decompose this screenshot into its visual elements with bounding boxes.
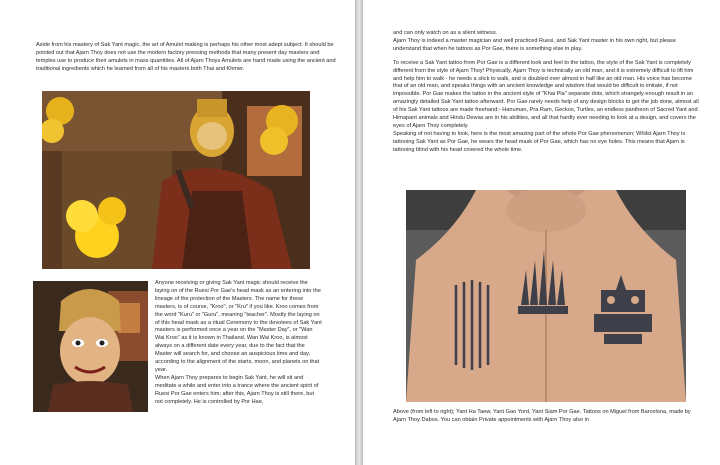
blind-tattoo-paragraph: Speaking of not having to look, here is the most amazing part of the whole Por Gae phenomenon; Whilst Ajarn Thoy is tattooing Sak Yant as Por Gae, he wears the head mask of Por Gae, which has no eye holes. This means that Ajarn is tattooing blind with his head covered the whole time. <box>393 130 686 153</box>
left-page <box>0 0 355 465</box>
right-page <box>363 0 720 465</box>
intro-paragraph: Aside from his mastery of Sak Yant magic, the art of Amulet making is perhaps his other most adept subject. It should be pointed out that Ajarn Thoy does not use the modern factory pressing methods that many present day masters and temples use to produce their amulets in mass quantities. All of Ajarn Thoys Amulets are hand made using the ancient and traditional ingredients which he learned from all of his masters both Thai and Khmer. <box>36 42 336 72</box>
page-gutter <box>355 0 363 465</box>
ruesi-text-block <box>155 280 323 407</box>
photo-caption: Above (from left to right); Yant Ha Taew, Yant Gao Yord, Yant Siam Por Gae. Tattoos on Miguel from Barcelona, made by Ajarn Thoy Dabos. You can obtain Private appointments with Ajarn Thoy also in <box>393 409 691 423</box>
ruesi-mask-photo <box>33 281 148 412</box>
silent-witness-paragraph: and can only watch on as a silent witness. <box>393 30 498 36</box>
por-gae-tattoo-paragraph: To receive a Sak Yant tattoo from Por Gae is a different look and feel to the tattoo, the style of the Sak Yant is completely different from the style of Ajarn Thoy! Physically, Ajarn Thoy is technically an old man, and it is extremely difficult to lift him and help him to walk - he needs a stick to walk, and is doubled over almost in half like an old man. His voice has become that of an old man, and speaks things with an ancient knowledge and wisdom that would be difficult to imitate, if not impossible. Por Gae makes the tattoo in the ancient style of "Khai Pla" separate dots, which strangely enough result in an amazingly detailed Sak Yant tattoo afterward. Por Gae rarely needs help of any design blocks to get the job done, almost all of his Sak Yant tattoos are made freehand:- Hanuman, Pra Ram, Geckos, Turtles, an endless pantheon of Sacred Yant and Himapant animals and Hindu Dewas are in his abilities, and all that hardly ever needing to look at a design, and covers the eyes of Ajarn Thoy completely. <box>393 59 699 129</box>
tattooed-back-photo <box>406 190 686 402</box>
head-mask-paragraph: Anyone receiving or giving Sak Yant magic should receive the laying on of the Ruesi Por Gae's head mask as an entering into the lineage of the protection of the Masters. The name for these masters, is of course, "Kroo", or "Kru" if you like. Kroo comes from the word "Kuru" or "Guru", meaning "teacher". Mostly the laying on of this head mask as a ritual Ceremony to the devotees of Sak Yant masters is performed once a year on the "Master Day", or "Wan Wai Kroo" as it is known in Thailand. Wan Wai Kroo, is almost always on a different date every year, due to the fact that the Master will search for, and choose an auspicious time and day, according to the alignment of the starts, moon, and planets on that year. <box>155 280 322 373</box>
trance-paragraph: When Ajarn Thoy prepares to begin Sak Yant, he will sit and meditate a while and enter into a trance where the ancient spirit of Ruesi Por Gae enters him; after this, Ajarn Thoy is still there, but not completely. He is controlled by Por Hae, <box>155 374 319 405</box>
masked-master-photo <box>42 91 310 269</box>
right-text-block <box>393 30 699 155</box>
master-magician-paragraph: Ajarn Thoy is indeed a master magician and well practiced Ruesi, and Sak Yant master in his own right, but please understand that when he tattoos as Por Gae, there is something else in play. <box>393 37 676 52</box>
